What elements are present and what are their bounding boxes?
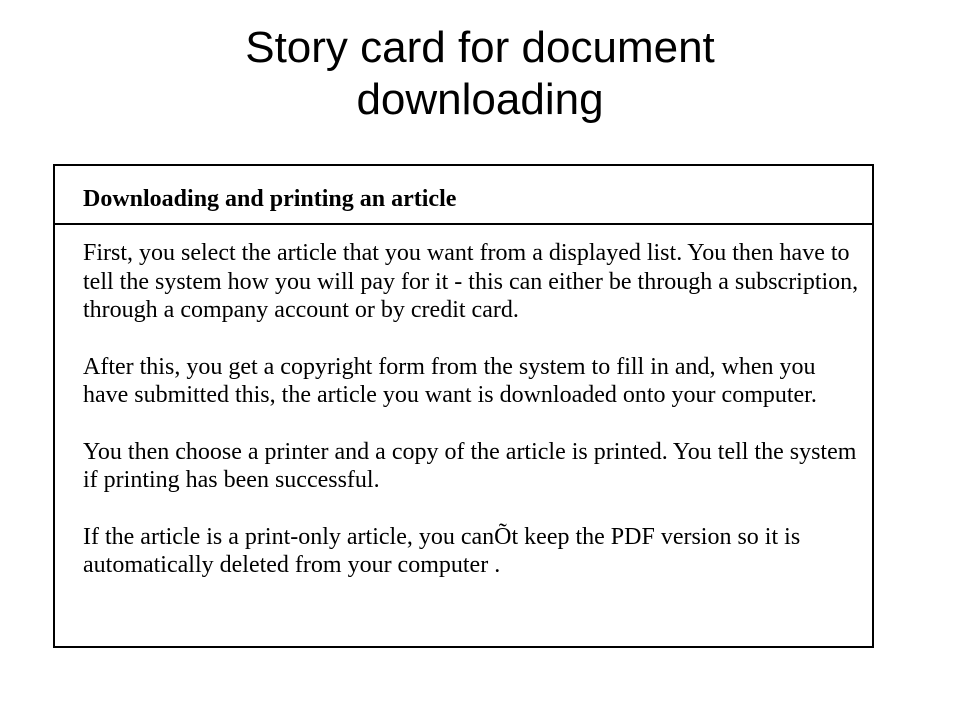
story-card-body — [55, 225, 872, 580]
story-paragraph-print-only: If the article is a print-only article, you canÕt keep the PDF version so it is automatically deleted from your computer . — [83, 523, 801, 578]
story-paragraph-copyright-form: After this, you get a copyright form from the system to fill in and, when you have submitted this, the article you want is downloaded onto your computer. — [83, 353, 817, 408]
slide-title — [0, 22, 960, 126]
story-paragraph-select-and-pay: First, you select the article that you want from a displayed list. You then have to tell the system how you will pay for it - this can either be through a subscription, through a company account or by credit card. — [83, 240, 859, 323]
story-card — [53, 164, 874, 648]
slide-title-line-1: Story card for document — [245, 23, 715, 72]
story-card-heading: Downloading and printing an article — [55, 166, 872, 225]
story-paragraph-printing: You then choose a printer and a copy of the article is printed. You tell the system if printing has been successful. — [83, 438, 857, 493]
slide-title-line-2: downloading — [356, 75, 604, 124]
